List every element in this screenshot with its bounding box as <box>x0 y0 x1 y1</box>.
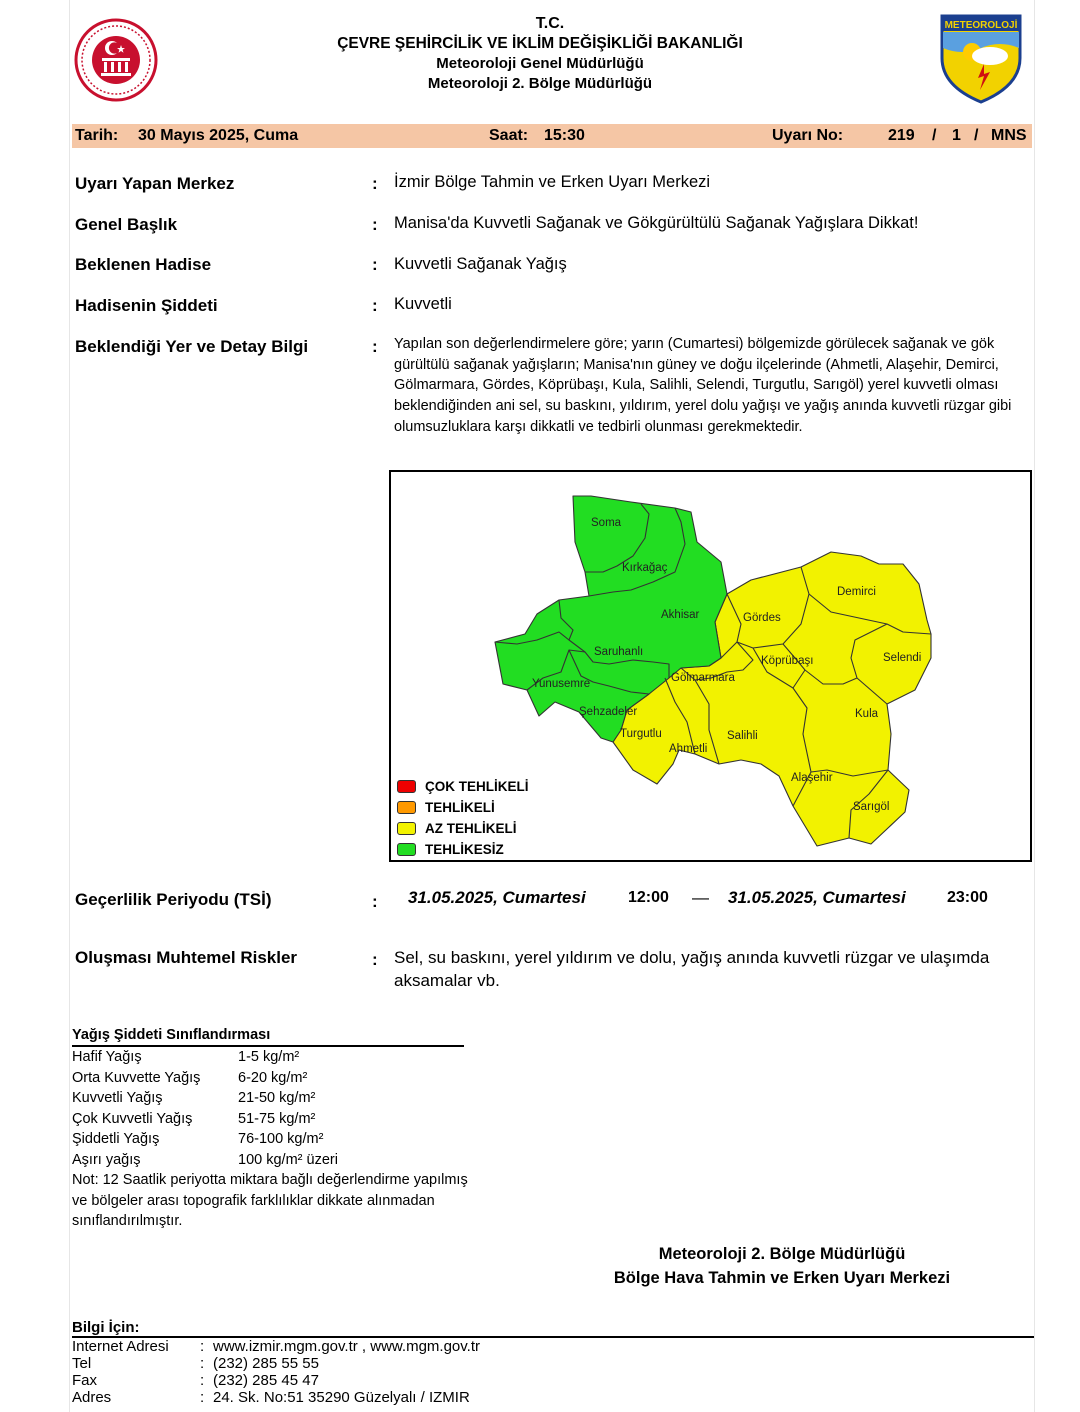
contact-value-fax: (232) 285 45 47 <box>213 1372 319 1389</box>
expected-event-label: Beklenen Hadise <box>75 255 212 274</box>
validity-period-label: Geçerlilik Periyodu (TSİ) <box>75 890 272 909</box>
contact-value-websites[interactable]: www.izmir.mgm.gov.tr , www.mgm.gov.tr <box>213 1338 480 1355</box>
contact-row-address <box>72 1389 1034 1406</box>
contact-colon: : <box>200 1355 205 1372</box>
legend-item-az-tehlikeli <box>397 818 529 839</box>
contact-row-tel <box>72 1355 1034 1372</box>
contact-value-address: 24. Sk. No:51 35290 Güzelyalı / IZMIR <box>213 1389 470 1406</box>
map-label-turgutlu: Turgutlu <box>620 728 662 740</box>
warning-code: MNS <box>991 127 1027 144</box>
contact-key: Tel <box>72 1355 92 1372</box>
location-detail-value: Yapılan son değerlendirmelere göre; yarın (Cumartesi) bölgemizde görülecek sağanak ve gök gürültülü sağanak yağışların; Manisa'nın güney ve doğu ilçelerinde (Ahmetli, Alaşehir, Demirci, Gölmarmara, Gördes, Köprübaşı, Kula, Salihli, Selendi, Turgutlu, Sarıgöl) yerel kuvvetli olması beklendiğinden ani sel, su baskını, yıldırım, yerel dolu yağışı ve yağış anında kuvvetli rüzgar gibi olumsuzluklara karşı dikkatli ve tedbirli olunması gerekmektedir. <box>394 336 1012 435</box>
legend-label: TEHLİKESİZ <box>425 842 504 857</box>
map-label-gordes: Gördes <box>743 612 781 624</box>
classification-name: Hafif Yağış <box>72 1049 142 1065</box>
map-label-sarigol: Sarıgöl <box>853 801 890 813</box>
warning-map <box>389 470 1032 862</box>
classification-name: Kuvvetli Yağış <box>72 1090 163 1106</box>
legend-item-tehlikesiz <box>397 839 529 860</box>
legend-swatch <box>397 843 416 856</box>
date-value: 30 Mayıs 2025, Cuma <box>138 127 299 144</box>
document-header <box>0 14 1080 94</box>
expected-event-value: Kuvvetli Sağanak Yağış <box>394 255 567 273</box>
map-label-kirkagac: Kırkağaç <box>622 562 668 574</box>
classification-name: Çok Kuvvetli Yağış <box>72 1110 193 1127</box>
legend-swatch <box>397 780 416 793</box>
classification-name: Aşırı yağış <box>72 1151 141 1168</box>
header-tc: T.C. <box>535 15 565 32</box>
classification-row <box>72 1068 464 1089</box>
warning-number-label: Uyarı No: <box>772 127 844 144</box>
time-label: Saat: <box>489 127 529 144</box>
classification-row <box>72 1047 464 1068</box>
general-title-label: Genel Başlık <box>75 215 178 234</box>
field-colon: : <box>372 337 378 356</box>
signature-directorate: Meteoroloji 2. Bölge Müdürlüğü <box>658 1245 906 1263</box>
classification-title: Yağış Şiddeti Sınıflandırması <box>72 1027 464 1047</box>
field-colon: : <box>372 215 378 234</box>
map-label-ahmetli: Ahmetli <box>669 743 708 755</box>
event-severity-value: Kuvvetli <box>394 295 452 313</box>
legend-item-tehlikeli <box>397 797 529 818</box>
meteoroloji-logo-icon <box>940 14 1022 104</box>
legend-label: TEHLİKELİ <box>425 800 495 815</box>
date-label: Tarih: <box>75 127 119 144</box>
contact-row-fax <box>72 1372 1034 1389</box>
header-general-directorate: Meteoroloji Genel Müdürlüğü <box>436 55 644 72</box>
logo-text: METEOROLOJİ <box>944 20 1018 31</box>
rain-intensity-classification <box>72 1027 468 1232</box>
page-frame-right <box>1034 0 1035 1412</box>
period-dash: — <box>692 888 709 907</box>
contact-key: Fax <box>72 1372 98 1389</box>
contact-colon: : <box>200 1389 205 1406</box>
classification-range: 21-50 kg/m² <box>238 1090 316 1106</box>
header-ministry: ÇEVRE ŞEHİRCİLİK VE İKLİM DEĞİŞİKLİĞİ BAKANLIĞI <box>337 35 743 52</box>
issuing-center-label: Uyarı Yapan Merkez <box>75 174 235 193</box>
legend-label: ÇOK TEHLİKELİ <box>425 779 529 794</box>
location-detail-label: Beklendiği Yer ve Detay Bilgi <box>75 337 309 356</box>
field-colon: : <box>372 255 378 274</box>
contact-info <box>72 1320 1034 1406</box>
contact-value-tel: (232) 285 55 55 <box>213 1355 319 1372</box>
header-regional-directorate: Meteoroloji 2. Bölge Müdürlüğü <box>427 75 653 92</box>
period-start-time: 12:00 <box>628 889 669 906</box>
classification-range: 1-5 kg/m² <box>238 1049 300 1065</box>
map-label-akhisar: Akhisar <box>661 609 700 621</box>
field-colon: : <box>372 296 378 315</box>
possible-risks-value: Sel, su baskını, yerel yıldırım ve dolu, yağış anında kuvvetli rüzgar ve ulaşımda aksamalar vb. <box>394 948 990 990</box>
classification-name: Orta Kuvvette Yağış <box>72 1069 201 1086</box>
map-label-selendi: Selendi <box>883 652 922 664</box>
general-title-value: Manisa'da Kuvvetli Sağanak ve Gökgürültülü Sağanak Yağışlara Dikkat! <box>394 214 919 232</box>
warning-revision: 1 <box>952 127 961 144</box>
classification-name: Şiddetli Yağış <box>72 1131 160 1147</box>
legend-item-cok-tehlikeli <box>397 776 529 797</box>
map-label-sehzadeler: Şehzadeler <box>579 706 638 718</box>
period-start-date: 31.05.2025, Cumartesi <box>408 888 586 907</box>
map-label-saruhanli: Saruhanlı <box>594 646 644 658</box>
period-end-date: 31.05.2025, Cumartesi <box>728 888 906 907</box>
possible-risks-label: Oluşması Muhtemel Riskler <box>75 948 298 967</box>
contact-info-title: Bilgi İçin: <box>72 1319 140 1336</box>
map-legend <box>397 776 529 860</box>
classification-row <box>72 1129 464 1150</box>
contact-colon: : <box>200 1372 205 1389</box>
warning-separator: / <box>932 127 937 144</box>
issuing-center-value: İzmir Bölge Tahmin ve Erken Uyarı Merkezi <box>394 173 711 191</box>
classification-note: Not: 12 Saatlik periyotta miktara bağlı değerlendirme yapılmış ve bölgeler arası topografik farklılıklar dikkate alınmadan sınıflandırılmıştır. <box>72 1172 468 1230</box>
classification-range: 76-100 kg/m² <box>238 1131 324 1147</box>
signature-center: Bölge Hava Tahmin ve Erken Uyarı Merkezi <box>613 1268 951 1287</box>
map-label-soma: Soma <box>591 517 622 529</box>
field-colon: : <box>372 892 378 911</box>
classification-row <box>72 1088 464 1109</box>
map-label-demirci: Demirci <box>837 586 876 598</box>
time-value: 15:30 <box>544 127 585 144</box>
field-colon: : <box>372 174 378 193</box>
legend-swatch <box>397 801 416 814</box>
warning-info-bar <box>72 124 1032 148</box>
field-colon: : <box>372 950 378 969</box>
classification-range: 6-20 kg/m² <box>238 1069 308 1086</box>
map-label-yunusemre: Yunusemre <box>532 678 591 690</box>
legend-swatch <box>397 822 416 835</box>
contact-row-internet <box>72 1338 1034 1355</box>
period-end-time: 23:00 <box>947 889 988 906</box>
contact-colon: : <box>200 1338 205 1355</box>
classification-range: 51-75 kg/m² <box>238 1110 316 1127</box>
contact-key: Adres <box>72 1389 112 1406</box>
legend-label: AZ TEHLİKELİ <box>425 821 517 836</box>
map-label-salihli: Salihli <box>727 730 758 742</box>
contact-key: Internet Adresi <box>72 1338 169 1355</box>
map-label-kula: Kula <box>855 708 879 720</box>
classification-row <box>72 1150 464 1171</box>
warning-separator: / <box>974 127 979 144</box>
map-label-golmarmara: Gölmarmara <box>671 672 735 684</box>
classification-range: 100 kg/m² üzeri <box>238 1151 338 1168</box>
page-frame-left <box>69 0 70 1412</box>
map-label-koprubasi: Köprübaşı <box>761 655 814 667</box>
map-label-alasehir: Alaşehir <box>791 772 833 784</box>
signature-block <box>560 1243 1004 1290</box>
warning-number: 219 <box>888 127 915 144</box>
event-severity-label: Hadisenin Şiddeti <box>75 296 218 315</box>
classification-row <box>72 1109 464 1130</box>
